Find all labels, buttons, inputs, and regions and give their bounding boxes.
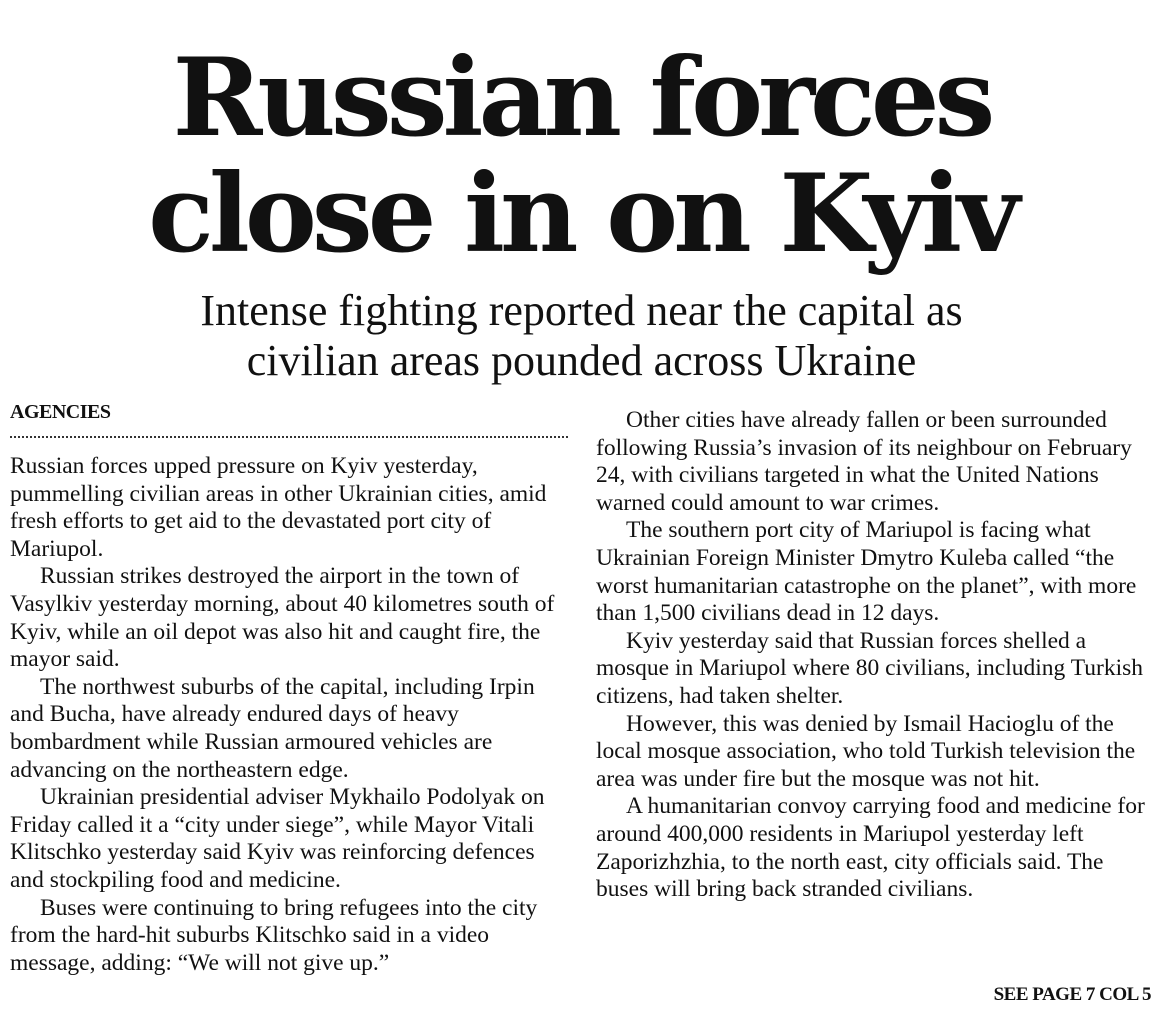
article-paragraph: Other cities have already fallen or been surrounded following Russia’s invasion of its neighbour on February 24, with civilians targeted in what the United Nations warned could amount to war crimes.: [596, 407, 1132, 516]
byline: AGENCIES: [10, 401, 111, 423]
subheadline-line-1: Intense fighting reported near the capital as: [200, 286, 963, 335]
headline-line-2: close in on Kyiv: [148, 151, 1015, 277]
article-paragraph: Ukrainian presidential adviser Mykhailo Podolyak on Friday called it a “city under siege”, while Mayor Vitali Klitschko yesterday said Kyiv was reinforcing defences and stockpiling food and medicine.: [10, 784, 545, 893]
article-paragraph: Russian strikes destroyed the airport in the town of Vasylkiv yesterday morning, about 40 kilometres south of Kyiv, while an oil depot was also hit and caught fire, the mayor said.: [10, 563, 555, 673]
article-paragraph: Buses were continuing to bring refugees into the city from the hard-hit suburbs Klitschko said in a video message, adding: “We will not give up.”: [10, 894, 538, 976]
article-paragraph: The northwest suburbs of the capital, including Irpin and Bucha, have already endured days of heavy bombardment while Russian armoured vehicles are advancing on the northeastern edge.: [10, 673, 535, 783]
headline-line-1: Russian forces: [172, 35, 991, 161]
article-paragraph: The southern port city of Mariupol is facing what Ukrainian Foreign Minister Dmytro Kuleba called “the worst humanitarian catastrophe on the planet”, with more than 1,500 civilians dead in 12 days.: [596, 517, 1137, 627]
byline-divider: [10, 436, 568, 438]
subheadline-line-2: civilian areas pounded across Ukraine: [246, 336, 917, 385]
article-paragraph: A humanitarian convoy carrying food and medicine for around 400,000 residents in Mariupol yesterday left Zaporizhzhia, to the north east, city officials said. The buses will bring back stranded civilians.: [596, 793, 1145, 903]
article-column-right: [596, 407, 1156, 904]
article-paragraph: Russian forces upped pressure on Kyiv yesterday, pummelling civilian areas in other Ukrainian cities, amid fresh efforts to get aid to the devastated port city of Mariupol.: [10, 453, 547, 562]
continuation-jump-line: SEE PAGE 7 COL 5: [993, 984, 1151, 1005]
article-column-left: [10, 453, 570, 977]
article-paragraph: Kyiv yesterday said that Russian forces shelled a mosque in Mariupol where 80 civilians, including Turkish citizens, had taken shelter.: [596, 627, 1143, 709]
subheadline: [0, 286, 1163, 386]
headline: [0, 35, 1163, 277]
article-paragraph: However, this was denied by Ismail Hacioglu of the local mosque association, who told Turkish television the area was under fire but the mosque was not hit.: [596, 710, 1136, 792]
